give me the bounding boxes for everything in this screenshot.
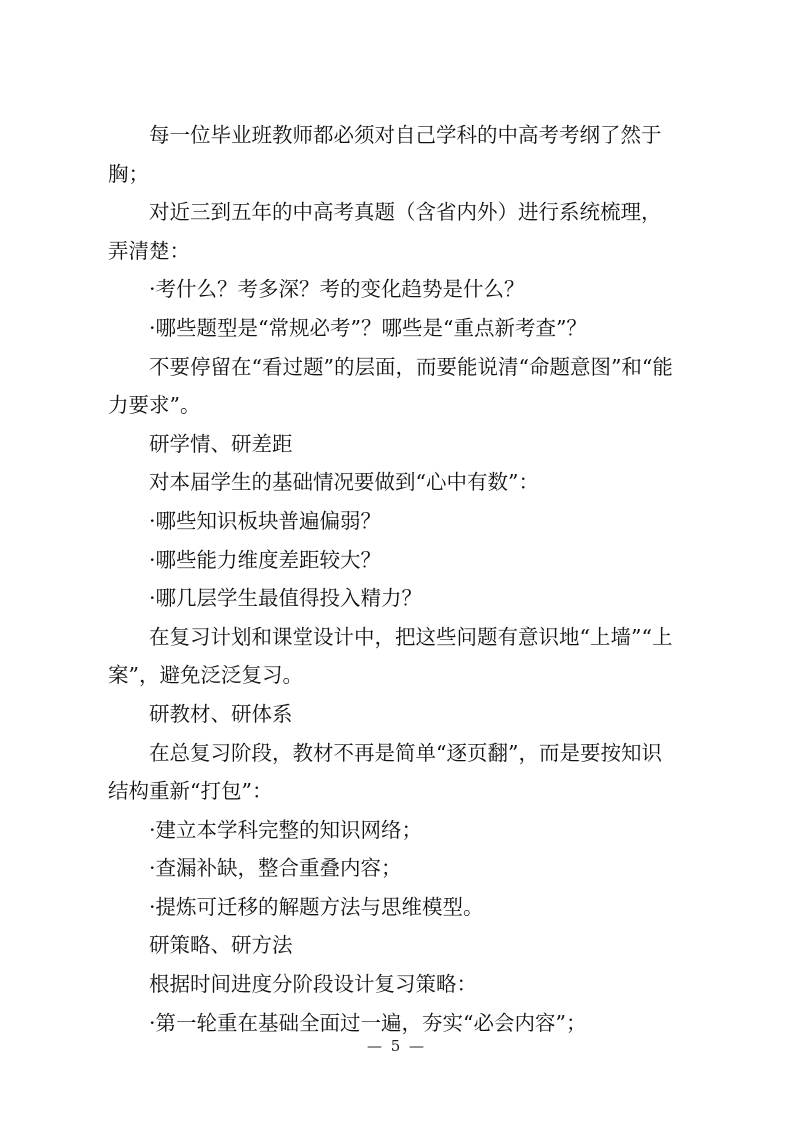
paragraph-line: 结构重新“打包”： bbox=[108, 779, 273, 804]
paragraph-line: 弄清楚： bbox=[108, 238, 190, 263]
section-heading: 研教材、研体系 bbox=[149, 701, 293, 726]
paragraph-line: 力要求”。 bbox=[108, 393, 201, 418]
bullet-line: ·第一轮重在基础全面过一遍，夯实“必会内容”； bbox=[149, 1010, 587, 1035]
page-number: — 5 — bbox=[366, 1037, 427, 1055]
paragraph-line: 不要停留在“看过题”的层面，而要能说清“命题意图”和“能 bbox=[149, 354, 673, 379]
bullet-line: ·哪些能力维度差距较大？ bbox=[149, 547, 382, 572]
paragraph-line: 对近三到五年的中高考真题（含省内外）进行系统梳理， bbox=[149, 200, 662, 225]
bullet-line: ·提炼可迁移的解题方法与思维模型。 bbox=[149, 894, 484, 919]
paragraph-line: 每一位毕业班教师都必须对自己学科的中高考考纲了然于 bbox=[149, 123, 662, 147]
paragraph-line: 胸； bbox=[108, 161, 149, 186]
bullet-line: ·建立本学科完整的知识网络； bbox=[149, 817, 423, 842]
bullet-line: ·哪些知识板块普遍偏弱？ bbox=[149, 508, 382, 533]
section-heading: 研策略、研方法 bbox=[149, 933, 293, 958]
paragraph-line: 在复习计划和课堂设计中，把这些问题有意识地“上墙”“上 bbox=[149, 624, 673, 649]
body-text bbox=[108, 116, 690, 1042]
paragraph-line: 在总复习阶段，教材不再是简单“逐页翻”，而是要按知识 bbox=[149, 740, 662, 765]
bullet-line: ·哪些题型是“常规必考”？哪些是“重点新考查”？ bbox=[149, 315, 587, 340]
bullet-line: ·查漏补缺，整合重叠内容； bbox=[149, 856, 402, 881]
bullet-line: ·哪几层学生最值得投入精力？ bbox=[149, 586, 423, 611]
section-heading: 研学情、研差距 bbox=[149, 431, 293, 456]
paragraph-line: 案”，避免泛泛复习。 bbox=[108, 663, 303, 688]
bullet-line: ·考什么？考多深？考的变化趋势是什么？ bbox=[149, 277, 525, 302]
paragraph-line: 根据时间进度分阶段设计复习策略： bbox=[149, 972, 477, 997]
paragraph-line: 对本届学生的基础情况要做到“心中有数”： bbox=[149, 470, 539, 495]
